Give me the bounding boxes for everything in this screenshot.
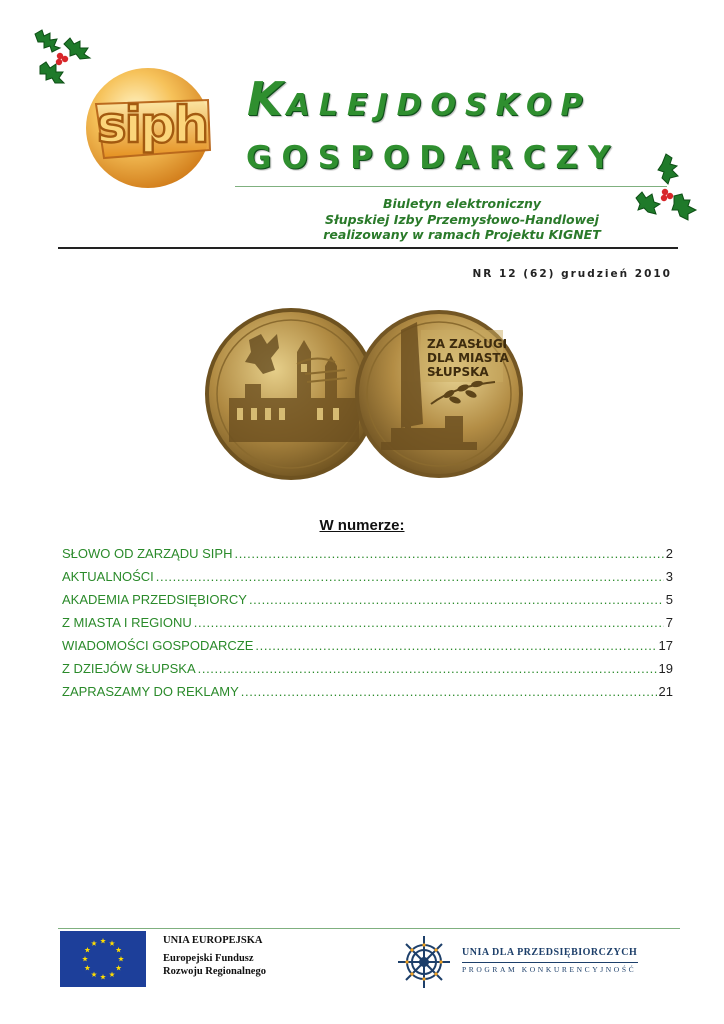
program-subtitle: PROGRAM KONKURENCYJNOŚĆ xyxy=(462,965,637,974)
toc-entry-title[interactable]: SŁOWO OD ZARZĄDU SIPH xyxy=(62,546,233,561)
toc-entry-title[interactable]: Z DZIEJÓW SŁUPSKA xyxy=(62,661,196,676)
toc-entry-page[interactable]: 7 xyxy=(665,615,673,630)
toc-entry-page[interactable]: 3 xyxy=(665,569,673,584)
program-title: UNIA DLA PRZEDSIĘBIORCZYCH xyxy=(462,947,638,958)
toc-entry[interactable] xyxy=(62,684,673,707)
toc-entry-title[interactable]: AKTUALNOŚCI xyxy=(62,569,154,584)
toc-entry-page[interactable]: 5 xyxy=(665,592,673,607)
eu-flag-icon xyxy=(60,931,146,987)
toc-entry-title[interactable]: WIADOMOŚCI GOSPODARCZE xyxy=(62,638,254,653)
toc-leader xyxy=(241,684,657,699)
masthead-initial: K xyxy=(247,72,287,126)
toc-entry[interactable] xyxy=(62,638,673,661)
toc-leader xyxy=(249,592,664,607)
bulletin-subtitle xyxy=(262,196,662,243)
eu-title: UNIA EUROPEJSKA xyxy=(163,935,263,946)
toc-entry-title[interactable]: AKADEMIA PRZEDSIĘBIORCY xyxy=(62,592,247,607)
table-of-contents xyxy=(62,546,673,707)
toc-heading: W numerze: xyxy=(319,517,405,534)
toc-entry-title[interactable]: ZAPRASZAMY DO REKLAMY xyxy=(62,684,239,699)
toc-leader xyxy=(255,638,656,653)
toc-entry[interactable] xyxy=(62,615,673,638)
toc-leader xyxy=(198,661,657,676)
medals-image xyxy=(205,304,525,484)
toc-leader xyxy=(194,615,664,630)
toc-entry[interactable] xyxy=(62,569,673,592)
title-divider xyxy=(235,186,667,187)
eu-fund-name: Europejski Fundusz xyxy=(163,953,254,964)
program-divider xyxy=(462,962,638,963)
header-divider xyxy=(58,247,678,249)
medal-inscription-line: ZA ZASŁUGI xyxy=(427,337,508,351)
masthead-title-line1 xyxy=(247,72,591,126)
siph-logo xyxy=(68,66,228,190)
toc-entry[interactable] xyxy=(62,592,673,615)
masthead-title-rest: ALEJDOSKOP xyxy=(286,88,592,123)
toc-leader xyxy=(234,546,663,561)
medal-inscription-line: SŁUPSKA xyxy=(427,365,489,379)
toc-entry-page[interactable]: 21 xyxy=(658,684,673,699)
toc-entry[interactable] xyxy=(62,661,673,684)
ship-wheel-icon xyxy=(392,934,456,990)
eu-fund-name: Rozwoju Regionalnego xyxy=(163,966,266,977)
issue-number: NR 12 (62) grudzień 2010 xyxy=(472,268,672,280)
medal-inscription-line: DLA MIASTA xyxy=(427,351,509,365)
subtitle-line: realizowany w ramach Projektu KIGNET xyxy=(323,227,601,242)
toc-entry-page[interactable]: 17 xyxy=(658,638,673,653)
toc-entry-page[interactable]: 19 xyxy=(658,661,673,676)
toc-entry[interactable] xyxy=(62,546,673,569)
subtitle-line: Biuletyn elektroniczny xyxy=(382,196,542,211)
subtitle-line: Słupskiej Izby Przemysłowo-Handlowej xyxy=(325,211,599,227)
footer-divider xyxy=(58,928,680,929)
logo-text: siph xyxy=(96,96,208,154)
masthead-title-line2: GOSPODARCZY xyxy=(246,140,621,176)
toc-entry-title[interactable]: Z MIASTA I REGIONU xyxy=(62,615,192,630)
toc-leader xyxy=(156,569,664,584)
toc-entry-page[interactable]: 2 xyxy=(665,546,673,561)
